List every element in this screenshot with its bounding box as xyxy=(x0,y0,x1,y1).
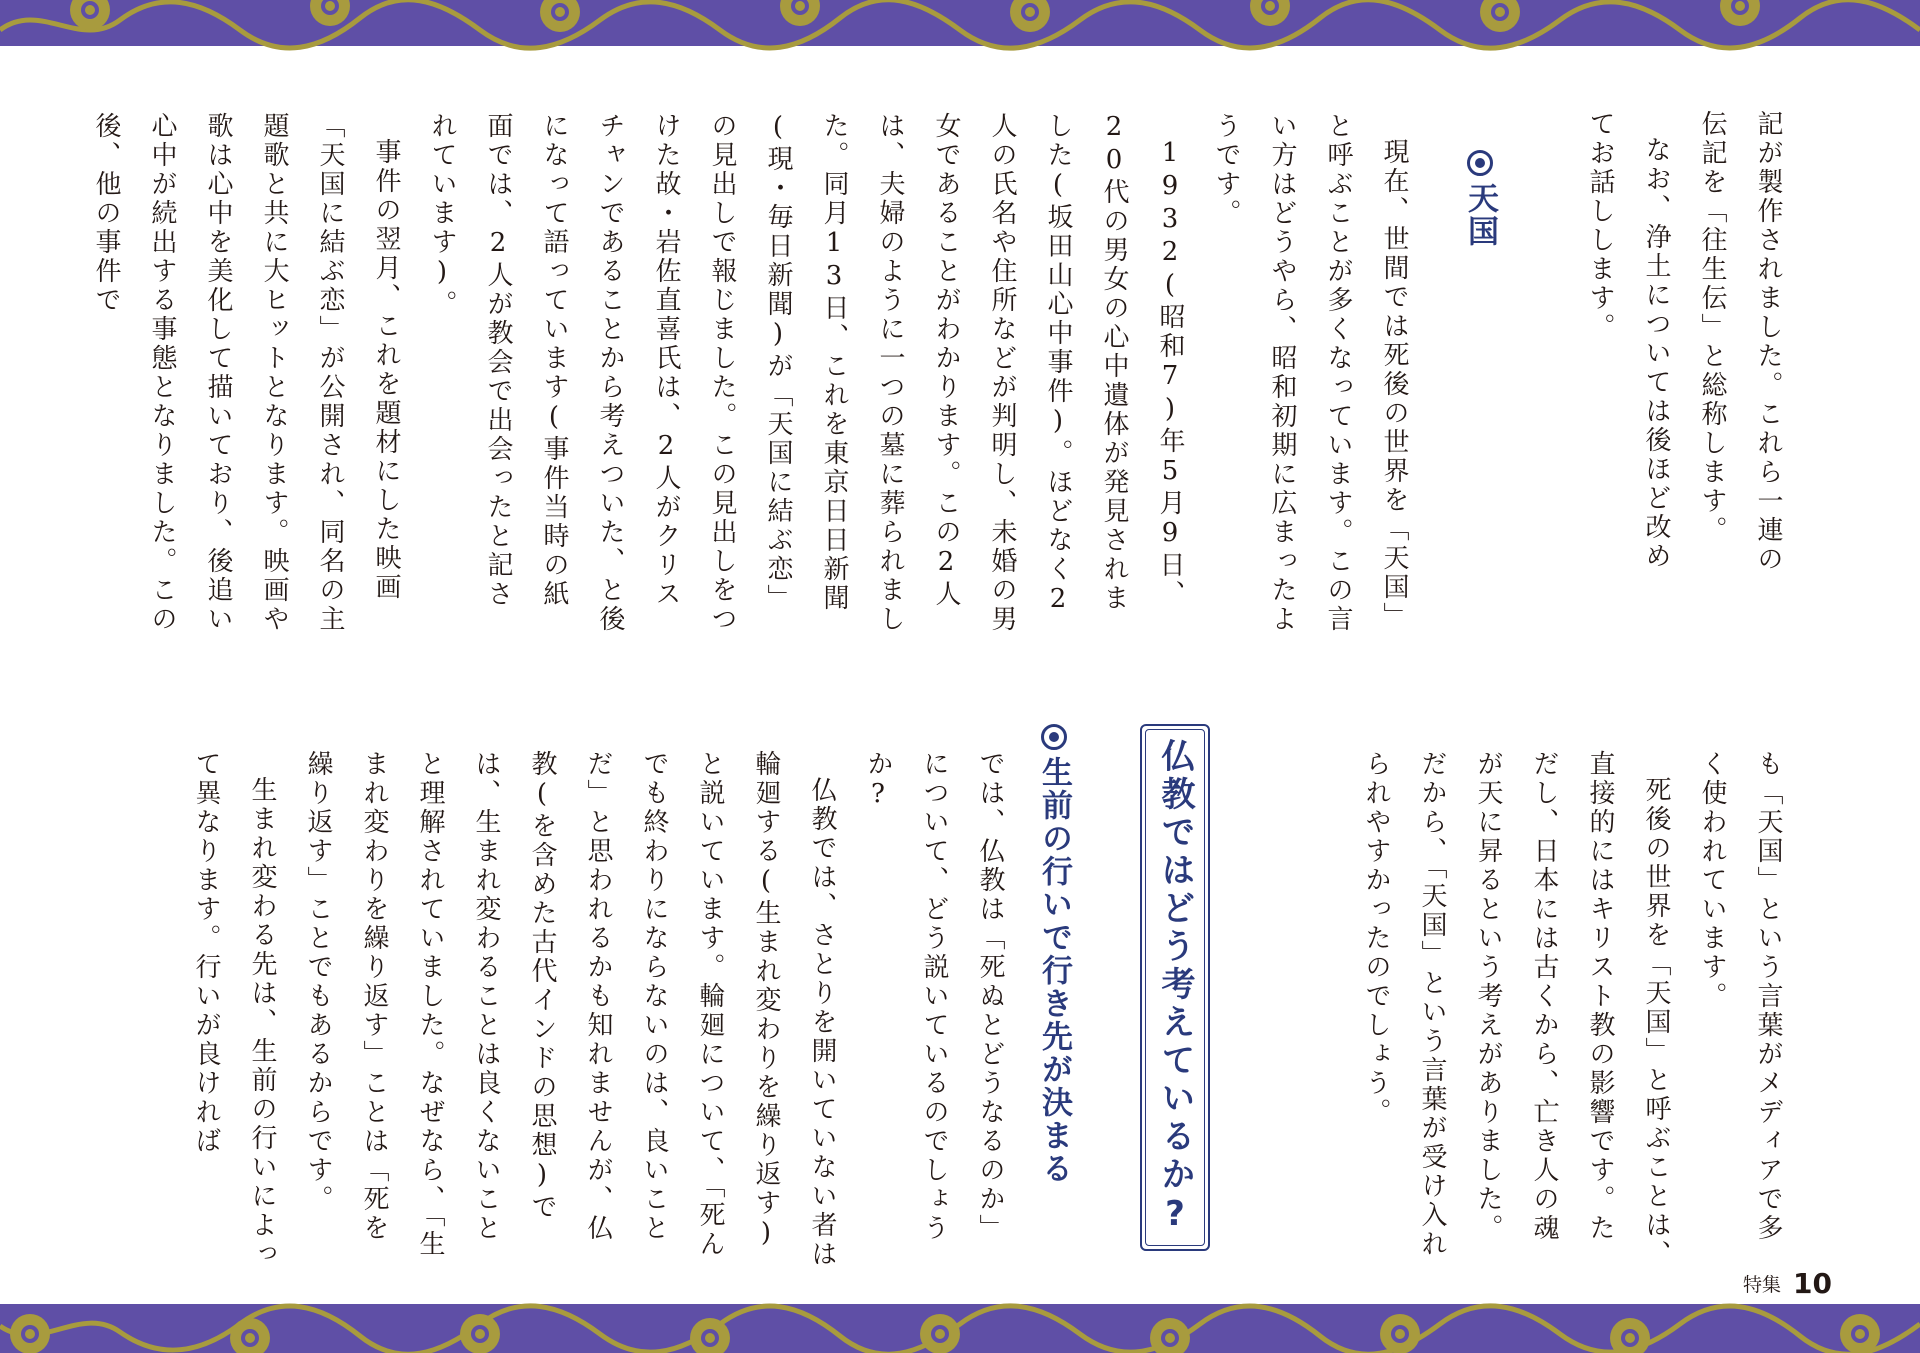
bullet-circle-icon xyxy=(1467,150,1493,176)
text-line: てお話しします。 xyxy=(1585,110,1615,342)
paragraph: 生まれ変わる先は、生前の行いによって異なります。行いが良ければ xyxy=(191,750,277,1269)
bottom-ornament-band xyxy=(0,1304,1920,1353)
text-line: なお、浄土については後ほど改め xyxy=(1641,136,1671,571)
section-heading-heaven xyxy=(1460,150,1500,260)
chrysanthemum-ornament xyxy=(0,0,1920,46)
text-line: 記が製作されました。これら一連の xyxy=(1753,110,1783,574)
paragraph: 仏教では、さとりを開いていない者は輪廻する(生まれ変わりを繰り返す)と説いています。輪廻について、「死んでも終わりにならないのは、良いことだ」と思われるかも知れませんが、仏教(を含めた古代インドの思想)では、生まれ変わることは良くないことと理解されていました。なぜなら、「生まれ変わりを繰り返す」ことは「死を繰り返す」ことでもあるからです。 xyxy=(303,750,837,1269)
text-column-2 xyxy=(91,112,1422,637)
paragraph: 事件の翌月、これを題材にした映画「天国に結ぶ恋」が公開され、同名の主題歌と共に大ヒットとなります。映画や歌は心中を美化して描いており、後追い心中が続出する事態となりました。この後、他の事件で xyxy=(91,112,401,634)
section-heading-deeds xyxy=(1034,724,1074,1244)
heading-text: 生前の行いで行き先が決まる xyxy=(1036,756,1072,1185)
paragraph: 死後の世界を「天国」と呼ぶことは、直接的にはキリスト教の影響です。ただし、日本には古くから、亡き人の魂が天に昇るという考えがありました。だから、「天国」という言葉が受け入れられやすかったのでしょう。 xyxy=(1361,750,1671,1269)
text-column-4 xyxy=(178,750,1018,1270)
page-folio xyxy=(1743,1267,1832,1300)
section-title-box xyxy=(1140,724,1210,1251)
scroll-ornament xyxy=(0,1304,1920,1353)
paragraph: 1932(昭和7)年5月9日、20代の男女の心中遺体が発見されました(坂田山心中事件)。ほどなく2人の氏名や住所などが判明し、未婚の男女であることがわかります。この2人は、夫婦のように一つの墓に葬られました。同月13日、これを東京日日新聞(現・毎日新聞)が「天国に結ぶ恋」の見出しで報じました。この見出しをつけた故・岩佐直喜氏は、2人がクリスチャンであることから考えついた、と後になって語っています(事件当時の紙面では、2人が教会で出会ったと記されています)。 xyxy=(427,112,1185,634)
text-column-3 xyxy=(1316,750,1796,1270)
text-line: 伝記を「往生伝」と総称します。 xyxy=(1697,110,1727,545)
section-title: 仏教ではどう考えているか? xyxy=(1155,737,1195,1238)
bullet-circle-icon xyxy=(1041,724,1067,750)
page-number: 10 xyxy=(1793,1267,1832,1300)
paragraph: 現在、世間では死後の世界を「天国」と呼ぶことが多くなっています。この言い方はどうやら、昭和初期に広まったようです。 xyxy=(1211,112,1409,634)
paragraph: も「天国」という言葉がメディアで多く使われています。 xyxy=(1697,750,1783,1243)
heading-text: 天国 xyxy=(1462,182,1498,248)
paragraph: では、仏教は「死ぬとどうなるのか」について、どう説いているのでしょうか? xyxy=(863,750,1005,1243)
top-ornament-band xyxy=(0,0,1920,46)
folio-section: 特集 xyxy=(1743,1274,1782,1296)
